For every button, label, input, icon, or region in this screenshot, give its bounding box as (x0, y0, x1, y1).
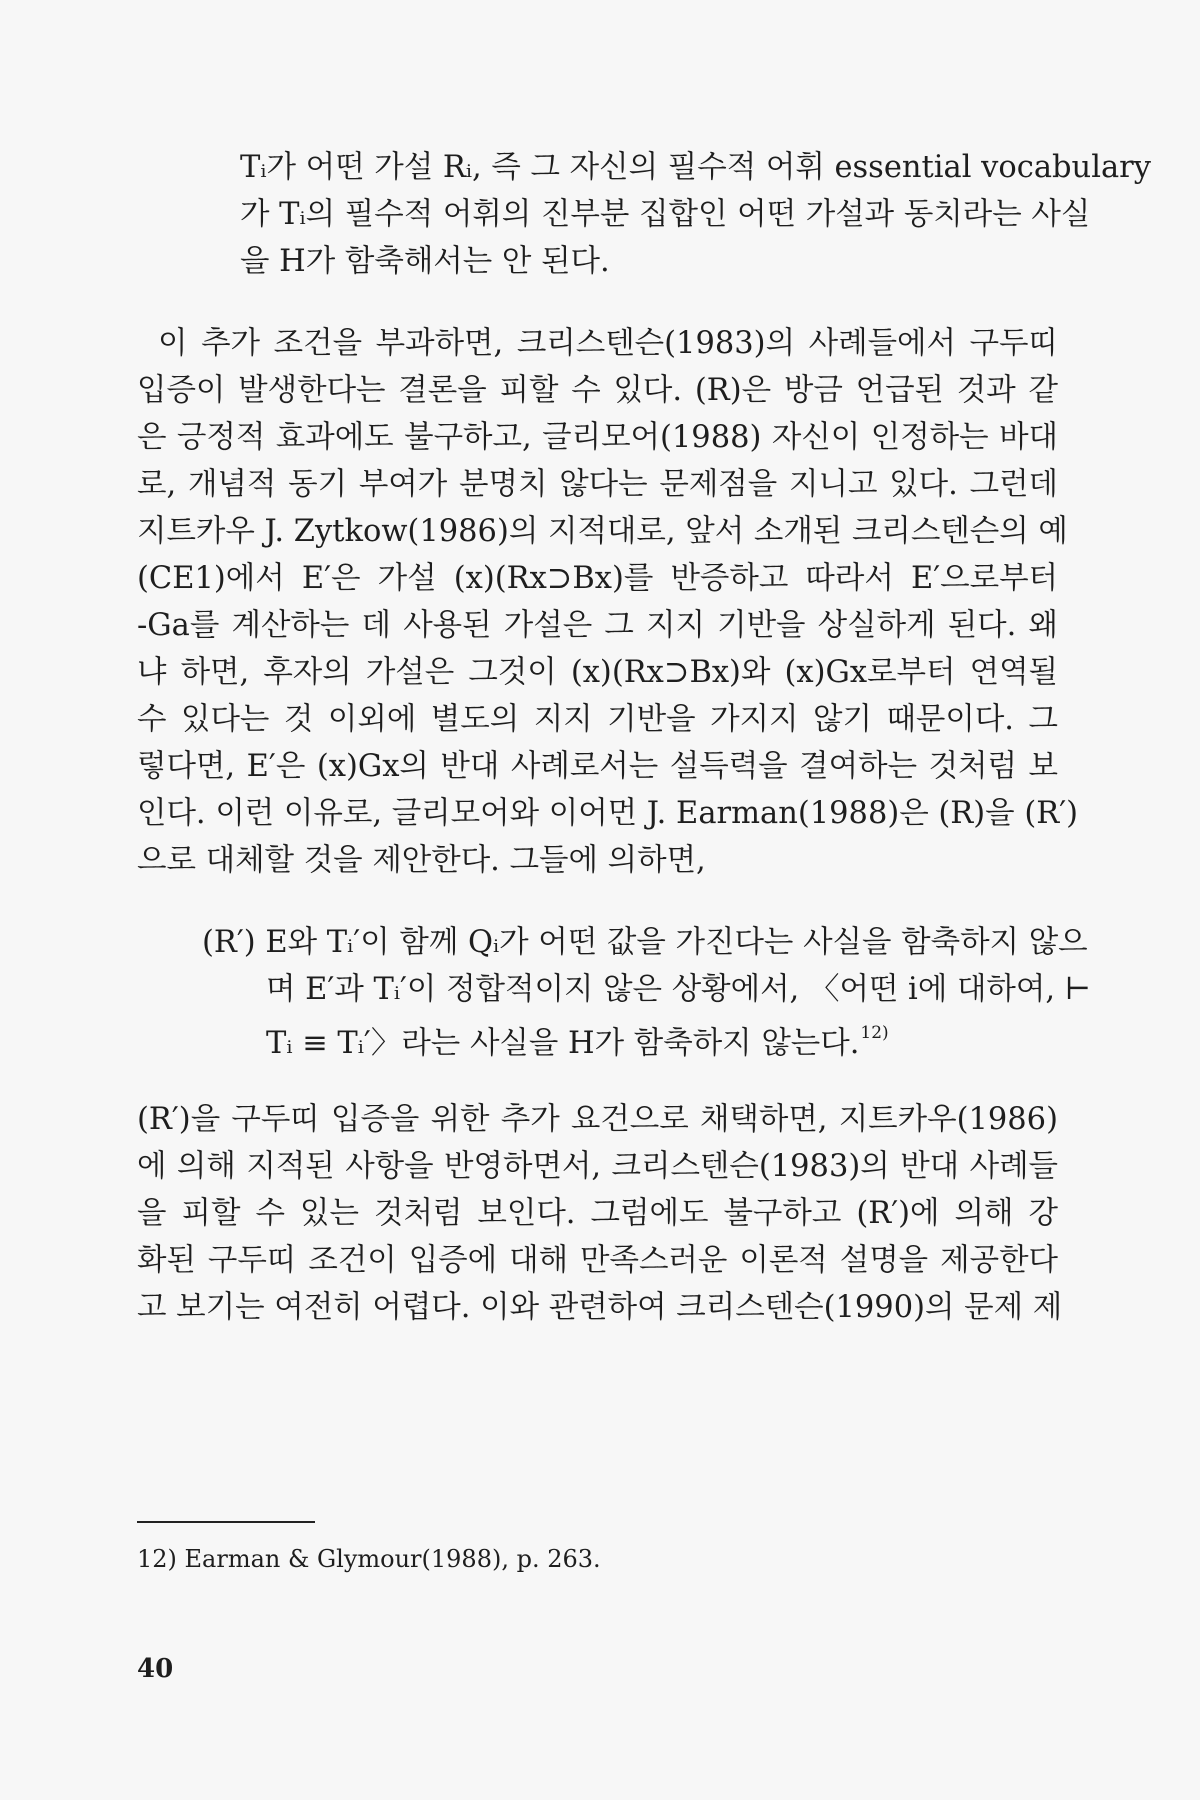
paragraph-line: 에 의해 지적된 사항을 반영하면서, 크리스텐슨(1983)의 반대 사례들 (137, 1149, 1058, 1184)
paragraph-line: 지트카우 J. Zytkow(1986)의 지적대로, 앞서 소개된 크리스텐슨의 예 (137, 514, 1068, 549)
paragraph-line: 입증이 발생한다는 결론을 피할 수 있다. (R)은 방금 언급된 것과 같 (137, 373, 1058, 408)
footnote-12: 12) Earman & Glymour(1988), p. 263. (137, 1545, 601, 1573)
quote-line: Tᵢ가 어떤 가설 Rᵢ, 즉 그 자신의 필수적 어휘 essential vocabulary (240, 150, 1151, 185)
paragraph-line: 을 피할 수 있는 것처럼 보인다. 그럼에도 불구하고 (R′)에 의해 강 (137, 1196, 1058, 1231)
quote-line: 며 E′과 Tᵢ′이 정합적이지 않은 상황에서, 〈어떤 i에 대하여, ⊢ (266, 972, 1091, 1007)
paragraph-line: -Ga를 계산하는 데 사용된 가설은 그 지지 기반을 상실하게 된다. 왜 (137, 608, 1058, 643)
paragraph-line: 은 긍정적 효과에도 불구하고, 글리모어(1988) 자신이 인정하는 바대 (137, 420, 1058, 455)
paragraph-line: 고 보기는 여전히 어렵다. 이와 관련하여 크리스텐슨(1990)의 문제 제 (137, 1290, 1063, 1325)
paragraph-line: (R′)을 구두띠 입증을 위한 추가 요건으로 채택하면, 지트카우(1986) (137, 1102, 1058, 1137)
page-number: 40 (137, 1654, 174, 1684)
quote-line: 을 H가 함축해서는 안 된다. (240, 244, 610, 279)
paragraph-line: 이 추가 조건을 부과하면, 크리스텐슨(1983)의 사례들에서 구두띠 (158, 326, 1058, 361)
footnote-reference[interactable]: 12) (860, 1023, 889, 1043)
paragraph-line: 수 있다는 것 이외에 별도의 지지 기반을 가지지 않기 때문이다. 그 (137, 702, 1058, 737)
quote-line (266, 1017, 889, 1064)
paragraph-line: 냐 하면, 후자의 가설은 그것이 (x)(Rx⊃Bx)와 (x)Gx로부터 연역될 (137, 655, 1058, 690)
paragraph-line: 으로 대체할 것을 제안한다. 그들에 의하면, (137, 843, 706, 878)
paragraph-line: 화된 구두띠 조건이 입증에 대해 만족스러운 이론적 설명을 제공한다 (137, 1243, 1058, 1278)
paragraph-line: (CE1)에서 E′은 가설 (x)(Rx⊃Bx)를 반증하고 따라서 E′으로부터 (137, 561, 1058, 596)
footnote-divider (137, 1521, 315, 1523)
paragraph-line: 인다. 이런 이유로, 글리모어와 이어먼 J. Earman(1988)은 (R)을 (R′) (137, 796, 1079, 831)
quote-line-text: Tᵢ ≡ Tᵢ′〉라는 사실을 H가 함축하지 않는다. (266, 1026, 860, 1062)
quote-line: (R′) E와 Tᵢ′이 함께 Qᵢ가 어떤 값을 가진다는 사실을 함축하지 않으 (202, 925, 1088, 960)
paragraph-line: 렇다면, E′은 (x)Gx의 반대 사례로서는 설득력을 결여하는 것처럼 보 (137, 749, 1058, 784)
paragraph-line: 로, 개념적 동기 부여가 분명치 않다는 문제점을 지니고 있다. 그런데 (137, 467, 1058, 502)
quote-line: 가 Tᵢ의 필수적 어휘의 진부분 집합인 어떤 가설과 동치라는 사실 (240, 197, 1091, 232)
